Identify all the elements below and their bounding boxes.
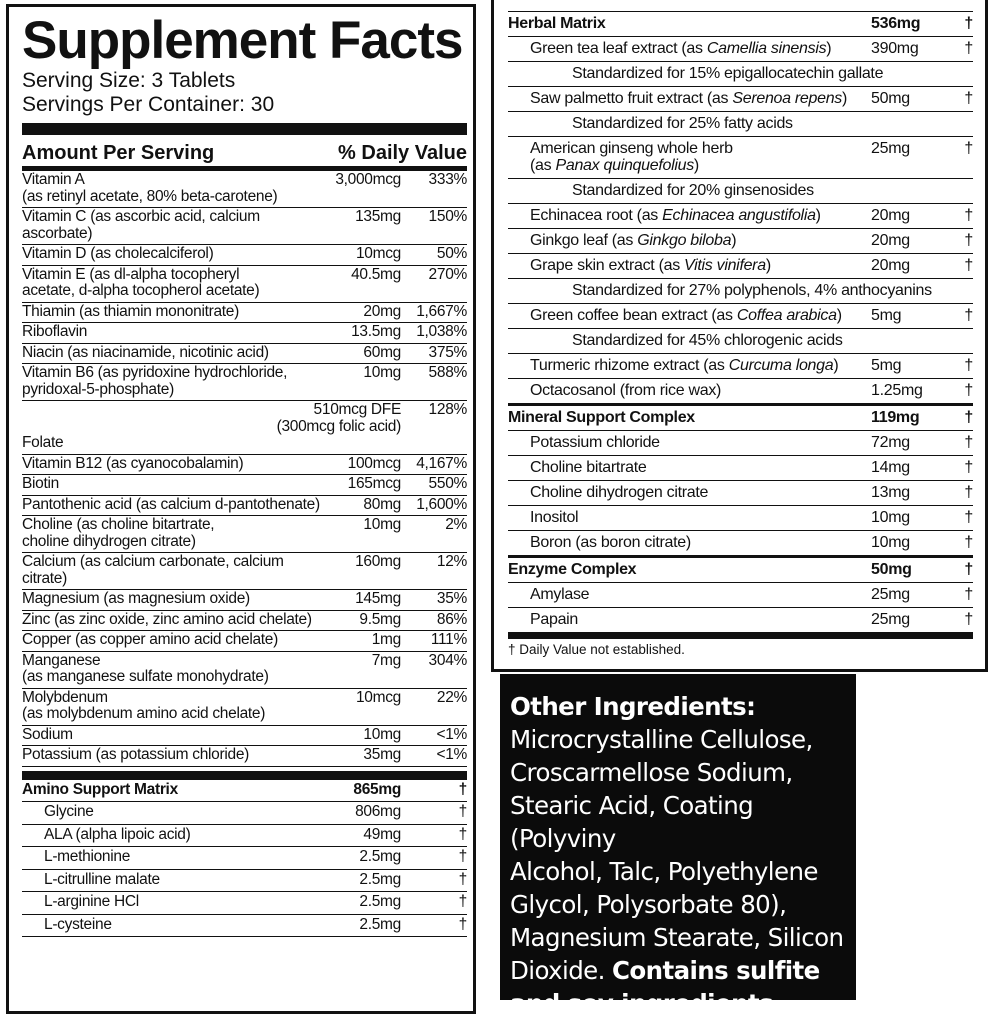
nutrient-name: Riboflavin <box>22 323 88 340</box>
other-ingredients-box <box>500 674 856 1018</box>
ingredient-amount: 25mg <box>871 140 910 157</box>
ingredient-name <box>508 40 871 57</box>
dagger-mark: † <box>458 893 467 910</box>
ingredient-name <box>508 382 871 399</box>
nutrient-source: (as manganese sulfate monohydrate) <box>22 668 269 685</box>
dagger-mark: † <box>964 382 973 399</box>
nutrient-amount: 60mg <box>363 343 401 361</box>
nutrient-amount: 165mcg <box>347 475 401 492</box>
table-header <box>22 141 467 171</box>
nutrient-name: Vitamin A (as retinyl acetate, 80% beta-carotene) <box>22 172 331 205</box>
table-row <box>22 208 467 245</box>
nutrient-amount: 7mg <box>371 651 401 669</box>
ingredient-amount: 865mg <box>353 780 401 798</box>
other-ingredients-list <box>510 723 848 954</box>
nutrient-amount: 10mcg <box>355 688 401 706</box>
ingredient-line: Stearic Acid, Coating (Polyviny <box>510 791 754 853</box>
note-text: Standardized for 27% polyphenols, 4% anthocyanins <box>572 282 932 299</box>
latin-name: Serenoa repens <box>732 90 843 107</box>
nutrient-amount: 3,000mcg <box>335 171 401 188</box>
nutrient-dv: 86% <box>436 610 467 628</box>
ingredient-name: L-arginine HCl <box>44 893 139 910</box>
paren-close: ) <box>693 157 699 174</box>
amino-list <box>22 780 467 938</box>
dagger-mark: † <box>458 915 467 933</box>
dv-header: % Daily Value <box>338 142 467 164</box>
table-row <box>22 726 467 747</box>
nutrient-name: Sodium <box>22 725 73 743</box>
latin-name: Curcuma longa <box>728 357 834 374</box>
ingredient-amount: 20mg <box>871 232 910 249</box>
ingredient-amount: 72mg <box>871 434 910 451</box>
ingredient-name: ALA (alpha lipoic acid) <box>44 825 191 843</box>
nutrient-amount: 10mg <box>363 725 401 743</box>
ingredient-name: Glycine <box>44 803 94 820</box>
paren-close: ) <box>842 90 848 107</box>
ingredient-name: L-methionine <box>44 848 131 865</box>
ingredient-name: Inositol <box>530 509 579 526</box>
table-row <box>508 304 973 329</box>
nutrient-amount: 10mg <box>363 516 401 533</box>
ingredient-amount: 806mg <box>355 803 401 820</box>
nutrient-source: choline dihydrogen citrate) <box>22 532 196 550</box>
paren-close: ) <box>815 207 821 224</box>
ingredient-amount: 5mg <box>871 307 902 324</box>
dagger-mark: † <box>964 509 973 526</box>
nutrient-name: Vitamin B6 (as pyridoxine hydrochloride, pyridoxal-5-phosphate) <box>22 365 331 398</box>
table-row <box>508 204 973 229</box>
nutrient-name: Thiamin (as thiamin mononitrate) <box>22 302 239 320</box>
nutrient-list <box>22 171 467 401</box>
ingredient-amount: 20mg <box>871 257 910 274</box>
table-row <box>508 254 973 279</box>
ingredient-label-2: (as <box>530 157 556 174</box>
ingredient-label: Octacosanol (from rice wax) <box>530 382 722 399</box>
ingredient-name: Potassium chloride <box>530 434 660 451</box>
table-row <box>508 608 973 633</box>
nutrient-dv: 304% <box>428 651 467 669</box>
serving-size: Serving Size: 3 Tablets <box>22 69 236 92</box>
note-text: Standardized for 15% epigallocatechin gallate <box>572 65 884 82</box>
nutrient-amount: 135mg <box>355 208 401 225</box>
table-row <box>508 37 973 62</box>
divider <box>22 771 467 780</box>
table-row <box>22 323 467 344</box>
ingredient-amount: 25mg <box>871 586 910 603</box>
ingredient-name <box>508 90 871 107</box>
ingredient-label: Ginkgo leaf (as <box>530 232 638 249</box>
dagger-mark: † <box>964 409 973 426</box>
nutrient-name: Potassium (as potassium chloride) <box>22 746 249 763</box>
section-header-row <box>508 556 973 583</box>
table-row <box>22 892 467 915</box>
ingredient-name: Choline bitartrate <box>530 459 647 476</box>
table-row <box>22 847 467 870</box>
nutrient-amount: 35mg <box>363 746 401 763</box>
dagger-mark: † <box>964 40 973 57</box>
nutrient-dv: 1,600% <box>416 495 467 513</box>
ingredient-amount: 50mg <box>871 90 910 107</box>
paren-close: ) <box>833 357 839 374</box>
table-row <box>508 456 973 481</box>
nutrient-name: Calcium (as calcium carbonate, calcium citrate) <box>22 553 284 587</box>
table-row <box>508 87 973 112</box>
section-header-row <box>508 404 973 431</box>
ingredient-line: Glycol, Polysorbate 80), <box>510 890 787 919</box>
ingredient-line: Croscarmellose Sodium, <box>510 758 793 787</box>
ingredient-amount: 2.5mg <box>359 915 401 933</box>
dagger-mark: † <box>964 307 973 324</box>
latin-name: Panax quinquefolius <box>555 157 694 174</box>
nutrient-amount: 80mg <box>363 495 401 513</box>
table-row <box>508 229 973 254</box>
table-row <box>508 379 973 404</box>
nutrient-name: Choline (as choline bitartrate, choline dihydrogen citrate) <box>22 517 331 550</box>
table-row <box>22 344 467 365</box>
table-row <box>22 401 467 455</box>
ingredient-amount: 13mg <box>871 484 910 501</box>
paren-close: ) <box>836 307 842 324</box>
nutrient-name: Vitamin D (as cholecalciferol) <box>22 245 214 262</box>
note-text: Standardized for 25% fatty acids <box>572 115 793 132</box>
ingredient-label: Saw palmetto fruit extract (as <box>530 90 733 107</box>
table-row <box>22 496 467 517</box>
nutrient-dv: 12% <box>436 553 467 570</box>
latin-name: Echinacea angustifolia <box>662 207 816 224</box>
nutrient-name: Copper (as copper amino acid chelate) <box>22 631 278 648</box>
dagger-mark: † <box>964 434 973 451</box>
nutrient-dv: 2% <box>445 516 467 533</box>
ingredient-amount: 5mg <box>871 357 902 374</box>
nutrient-dv: 128% <box>428 401 467 418</box>
table-row <box>22 915 467 938</box>
ingredient-name: L-citrulline malate <box>44 870 160 888</box>
nutrient-amount: 13.5mg <box>351 323 401 340</box>
standardization-note <box>508 279 973 304</box>
nutrient-source: (as retinyl acetate, 80% beta-carotene) <box>22 187 278 205</box>
enzyme-list <box>508 556 973 633</box>
paren-close: ) <box>765 257 771 274</box>
ingredient-amount: 1.25mg <box>871 382 923 399</box>
table-row <box>22 870 467 893</box>
table-row <box>508 583 973 608</box>
nutrient-dv: 150% <box>428 208 467 225</box>
table-row <box>508 354 973 379</box>
ingredient-line: Magnesium Stearate, Silicon <box>510 923 844 952</box>
dagger-mark: † <box>964 561 973 578</box>
ingredient-amount: 119mg <box>871 409 920 426</box>
ingredient-name <box>508 307 871 324</box>
nutrient-name: Niacin (as niacinamide, nicotinic acid) <box>22 343 269 361</box>
ingredient-label: Turmeric rhizome extract (as <box>530 357 729 374</box>
table-row <box>22 516 467 553</box>
nutrient-dv: 111% <box>430 631 467 648</box>
table-row <box>22 475 467 496</box>
dagger-mark: † <box>964 586 973 603</box>
supplement-facts-panel <box>6 4 476 1014</box>
ingredient-amount: 2.5mg <box>359 848 401 865</box>
ingredient-name: Papain <box>530 611 579 628</box>
nutrient-amount: 40.5mg <box>351 265 401 283</box>
nutrient-amount: 160mg <box>355 553 401 570</box>
nutrient-dv: 270% <box>428 265 467 283</box>
nutrient-dv: 1,038% <box>416 323 467 340</box>
ingredient-label: Herbal Matrix <box>508 15 606 32</box>
paren-close: ) <box>826 40 832 57</box>
standardization-note <box>508 112 973 137</box>
dagger-mark: † <box>964 15 973 32</box>
amount-header: Amount Per Serving <box>22 142 215 164</box>
standardization-note <box>508 62 973 87</box>
dagger-mark: † <box>964 232 973 249</box>
dagger-mark: † <box>964 257 973 274</box>
nutrient-source: (as molybdenum amino acid chelate) <box>22 705 266 722</box>
nutrient-name: Vitamin B12 (as cyanocobalamin) <box>22 454 244 472</box>
table-row <box>22 746 467 767</box>
other-ingredients-heading: Other Ingredients: <box>510 692 756 721</box>
mineral-list <box>508 404 973 556</box>
ingredient-amount: 49mg <box>363 825 401 843</box>
ingredient-amount: 536mg <box>871 15 921 32</box>
nutrient-dv: 22% <box>436 688 467 706</box>
latin-name: Vitis vinifera <box>684 257 766 274</box>
nutrient-source: pyridoxal-5-phosphate) <box>22 380 174 398</box>
dagger-mark: † <box>458 825 467 843</box>
standardization-note <box>508 179 973 204</box>
note-text: Standardized for 20% ginsenosides <box>572 182 814 199</box>
nutrient-dv: 1,667% <box>416 302 467 320</box>
nutrient-source: acetate, d-alpha tocopherol acetate) <box>22 282 260 299</box>
table-row <box>508 506 973 531</box>
nutrient-amount: 20mg <box>363 302 401 320</box>
dagger-mark: † <box>964 357 973 374</box>
table-row <box>508 481 973 506</box>
nutrient-list <box>22 455 467 767</box>
section-header-row <box>22 780 467 803</box>
ingredient-amount: 390mg <box>871 40 919 57</box>
dagger-mark: † <box>964 459 973 476</box>
ingredient-amount: 2.5mg <box>359 870 401 888</box>
ingredient-name: Boron (as boron citrate) <box>530 534 691 551</box>
ingredient-name <box>508 207 871 224</box>
allergen-statement: and soy ingredients. <box>510 989 782 1018</box>
table-row <box>22 303 467 324</box>
table-row <box>22 171 467 208</box>
nutrient-name: Biotin <box>22 475 59 492</box>
nutrient-name: Zinc (as zinc oxide, zinc amino acid chelate) <box>22 610 312 628</box>
ingredient-name: Amino Support Matrix <box>22 780 178 798</box>
divider <box>22 123 467 135</box>
nutrient-dv: 50% <box>436 245 467 262</box>
table-row <box>22 631 467 652</box>
ingredient-amount: 10mg <box>871 534 910 551</box>
ingredient-name <box>508 15 871 32</box>
ingredient-label: American ginseng whole herb <box>530 140 733 157</box>
latin-name: Camellia sinensis <box>706 40 827 57</box>
nutrient-dv: 375% <box>428 343 467 361</box>
latin-name: Coffea arabica <box>736 307 837 324</box>
nutrient-name: Folate <box>22 434 64 451</box>
nutrient-dv: 333% <box>428 171 467 188</box>
table-row <box>508 431 973 456</box>
nutrient-dv: 588% <box>428 364 467 381</box>
nutrient-name: Manganese (as manganese sulfate monohydrate) <box>22 653 331 686</box>
ingredient-amount: 20mg <box>871 207 910 224</box>
panel-title: Supplement Facts <box>22 11 463 70</box>
nutrient-name: Pantothenic acid (as calcium d-pantothenate) <box>22 495 320 513</box>
latin-name: Ginkgo biloba <box>637 232 732 249</box>
ingredient-amount: 25mg <box>871 611 910 628</box>
ingredient-name <box>508 232 871 249</box>
ingredient-line: Alcohol, Talc, Polyethylene <box>510 857 818 886</box>
ingredient-amount: 50mg <box>871 561 912 578</box>
ingredient-name: Mineral Support Complex <box>508 409 695 426</box>
table-row <box>508 531 973 556</box>
nutrient-amount: 145mg <box>355 590 401 607</box>
dagger-mark: † <box>458 848 467 865</box>
table-row <box>22 825 467 848</box>
ingredient-line: Microcrystalline Cellulose, <box>510 725 813 754</box>
nutrient-dv: 550% <box>428 475 467 492</box>
table-row <box>22 802 467 825</box>
ingredient-name <box>508 257 871 274</box>
nutrient-amount: 100mcg <box>347 454 401 472</box>
table-row <box>22 689 467 726</box>
footnote: † Daily Value not established. <box>508 633 973 657</box>
section-header-row <box>508 12 973 37</box>
table-row <box>22 266 467 303</box>
table-row <box>22 455 467 476</box>
divider <box>508 0 973 12</box>
ingredient-name <box>508 357 871 374</box>
table-row <box>22 652 467 689</box>
table-row <box>22 611 467 632</box>
paren-close: ) <box>731 232 737 249</box>
dagger-mark: † <box>964 611 973 628</box>
note-text: Standardized for 45% chlorogenic acids <box>572 332 843 349</box>
ingredient-name: Enzyme Complex <box>508 561 637 578</box>
table-row <box>22 245 467 266</box>
ingredient-name: Amylase <box>530 586 590 603</box>
nutrient-name: Vitamin E (as dl-alpha tocopheryl acetate, d-alpha tocopherol acetate) <box>22 267 331 300</box>
dagger-mark: † <box>458 803 467 820</box>
ingredient-name: Choline dihydrogen citrate <box>530 484 709 501</box>
nutrient-name: Molybdenum (as molybdenum amino acid chelate) <box>22 690 331 723</box>
dagger-mark: † <box>964 534 973 551</box>
nutrient-amount: 10mg <box>363 364 401 381</box>
ingredient-label: Grape skin extract (as <box>530 257 685 274</box>
dagger-mark: † <box>964 90 973 107</box>
ingredient-label: Green tea leaf extract (as <box>530 40 707 57</box>
dagger-mark: † <box>964 140 973 157</box>
dagger-mark: † <box>964 484 973 501</box>
dagger-mark: † <box>458 870 467 888</box>
nutrient-name: Vitamin C (as ascorbic acid, calcium ascorbate) <box>22 208 260 242</box>
table-row <box>508 137 973 179</box>
nutrient-amount: 1mg <box>371 631 401 648</box>
dagger-mark: † <box>458 780 467 798</box>
ingredient-name: L-cysteine <box>44 915 112 933</box>
nutrient-amount: 510mcg DFE (300mcg folic acid) <box>276 401 401 435</box>
nutrient-name: Magnesium (as magnesium oxide) <box>22 590 250 607</box>
nutrient-dv: <1% <box>436 725 467 743</box>
servings-per-container: Servings Per Container: 30 <box>22 93 275 116</box>
herbal-list <box>508 12 973 404</box>
nutrient-amount: 9.5mg <box>359 610 401 628</box>
ingredient-name <box>508 140 871 174</box>
table-row <box>22 553 467 590</box>
ingredient-amount: 2.5mg <box>359 893 401 910</box>
ingredient-label: Echinacea root (as <box>530 207 663 224</box>
ingredient-amount: 14mg <box>871 459 910 476</box>
nutrient-dv: 4,167% <box>416 454 467 472</box>
nutrient-amount: 10mcg <box>355 245 401 262</box>
table-row <box>22 590 467 611</box>
nutrient-dv: <1% <box>436 746 467 763</box>
supplement-facts-continued-panel <box>491 0 988 672</box>
ingredient-label: Green coffee bean extract (as <box>530 307 737 324</box>
nutrient-dv: 35% <box>436 590 467 607</box>
other-ingredients-last-line: Dioxide. Contains sulfite <box>510 956 820 985</box>
standardization-note <box>508 329 973 354</box>
ingredient-amount: 10mg <box>871 509 910 526</box>
table-row <box>22 364 467 401</box>
dagger-mark: † <box>964 207 973 224</box>
